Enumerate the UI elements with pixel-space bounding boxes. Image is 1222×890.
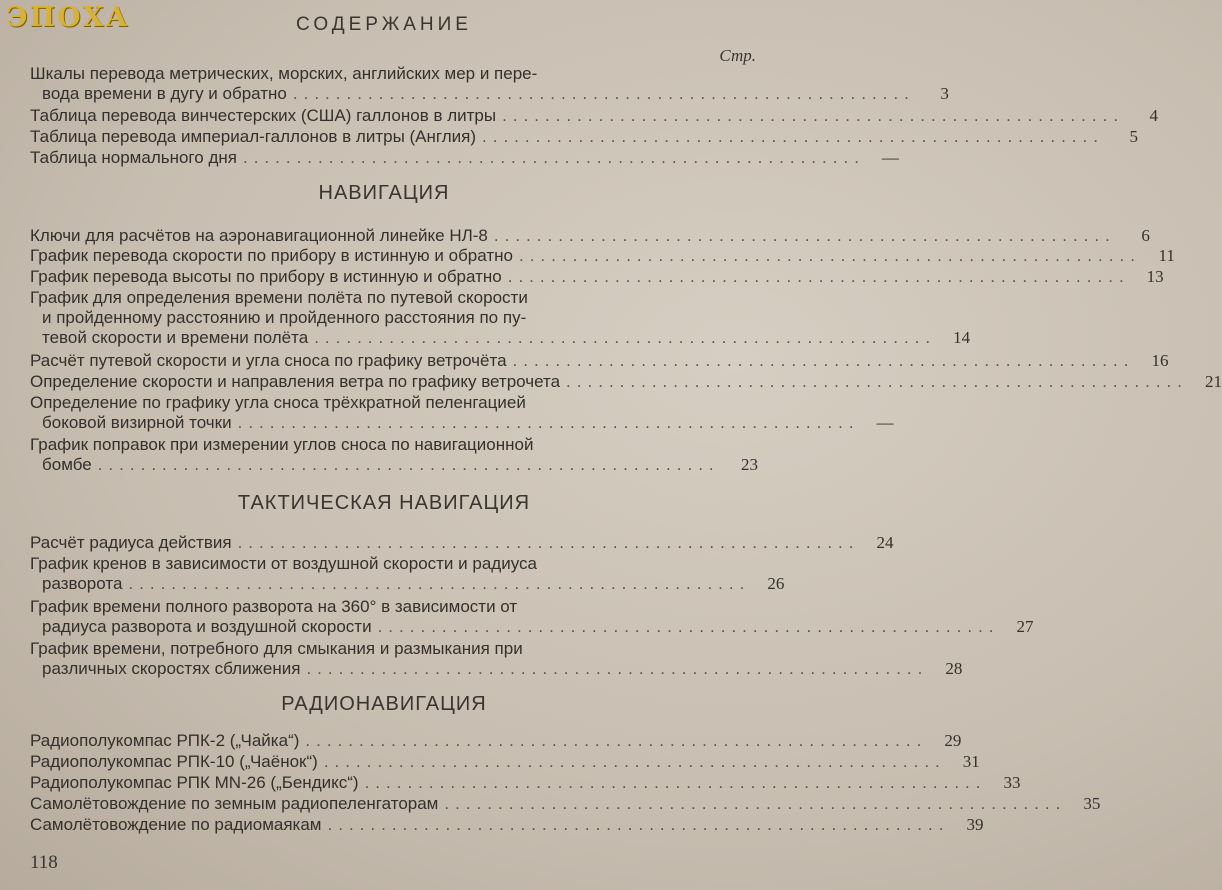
toc-entry: Таблица нормального дня .......................................................... —	[30, 148, 899, 167]
toc-entry: Радиополукомпас РПК-10 („Чаёнок“) .......................................................... 31	[30, 752, 980, 771]
entry-page: 16	[1151, 351, 1169, 370]
entry-text: График поправок при измерении углов сноса по навигационной	[30, 435, 534, 454]
entry-page: 24	[876, 533, 894, 552]
toc-entry: График времени, потребного для смыкания и размыкания при различных скоростях сближения .......................................................... 28	[30, 639, 963, 678]
entry-page: 14	[953, 328, 971, 347]
entry-text: Расчёт радиуса действия	[30, 533, 232, 552]
entry-text: тевой скорости и времени полёта	[42, 328, 309, 347]
entry-page: —	[881, 148, 899, 167]
toc-entry: График для определения времени полёта по путевой скорости и пройденному расстоянию и пройденного расстояния по пу- тевой скорости и времени полёта .......................................................... 14	[30, 288, 971, 347]
entry-page: 6	[1141, 226, 1150, 245]
entry-page: 39	[966, 815, 984, 834]
toc-entry: График перевода скорости по прибору в истинную и обратно .......................................................... 11	[30, 246, 1175, 265]
entry-text: График кренов в зависимости от воздушной скорости и радиуса	[30, 554, 537, 573]
toc-entry: Самолётовождение по земным радиопеленгаторам .......................................................... 35	[30, 794, 1101, 813]
entry-text: График перевода скорости по прибору в истинную и обратно	[30, 246, 513, 265]
entry-text: Ключи для расчётов на аэронавигационной линейке НЛ-8	[30, 226, 488, 245]
section-heading: РАДИОНАВИГАЦИЯ	[281, 693, 487, 715]
toc-entry: График поправок при измерении углов сноса по навигационной бомбе .......................................................... 23	[30, 435, 758, 474]
entry-text: Таблица нормального дня	[30, 148, 237, 167]
entry-text: Таблица перевода винчестерских (США) галлонов в литры	[30, 106, 497, 125]
toc-entry: Самолётовождение по радиомаякам .......................................................... 39	[30, 815, 984, 834]
toc-entry: Ключи для расчётов на аэронавигационной линейке НЛ-8 .......................................................... 6	[30, 226, 1150, 245]
entry-page: 28	[945, 659, 963, 678]
toc-entry: Шкалы перевода метрических, морских, английских мер и пере- вода времени в дугу и обратно .......................................................... 3	[30, 64, 949, 103]
entry-page: 21	[1205, 372, 1222, 391]
toc-entry: Определение по графику угла сноса трёхкратной пеленгацией боковой визирной точки .......................................................... —	[30, 393, 894, 432]
entry-page: —	[876, 413, 894, 432]
entry-text: разворота	[42, 574, 123, 593]
entry-text: радиуса разворота и воздушной скорости	[42, 617, 372, 636]
entry-page: 11	[1158, 246, 1175, 265]
entry-page: 29	[944, 731, 962, 750]
toc-entry: Радиополукомпас РПК-2 („Чайка“) .......................................................... 29	[30, 731, 962, 750]
entry-text: Самолётовождение по земным радиопеленгаторам	[30, 794, 439, 813]
entry-page: 33	[1003, 773, 1021, 792]
entry-page: 27	[1016, 617, 1034, 636]
entry-text: Самолётовождение по радиомаякам	[30, 815, 322, 834]
entry-page: 26	[767, 574, 785, 593]
watermark-logo: ЭПОХА	[6, 2, 130, 33]
entry-page: 5	[1129, 127, 1138, 146]
entry-text: График перевода высоты по прибору в истинную и обратно	[30, 267, 502, 286]
entry-text: Радиополукомпас РПК MN-26 („Бендикс“)	[30, 773, 359, 792]
toc-entry: График времени полного разворота на 360° в зависимости от радиуса разворота и воздушной скорости .......................................................... 27	[30, 597, 1034, 636]
page-column-header: Стр.	[719, 46, 756, 65]
entry-text: боковой визирной точки	[42, 413, 232, 432]
entry-page: 31	[962, 752, 980, 771]
toc-entry: Определение скорости и направления ветра по графику ветрочета .......................................................... 21	[30, 372, 1222, 391]
entry-text: Определение скорости и направления ветра по графику ветрочета	[30, 372, 561, 391]
toc-entry: Таблица перевода империал-галлонов в литры (Англия) .......................................................... 5	[30, 127, 1138, 146]
entry-text: различных скоростях сближения	[42, 659, 301, 678]
entry-page: 13	[1146, 267, 1164, 286]
entry-page: 23	[741, 455, 758, 474]
entry-text: бомбе	[42, 455, 92, 474]
toc-entry: Таблица перевода винчестерских (США) галлонов в литры .......................................................... 4	[30, 106, 1159, 125]
entry-text: Шкалы перевода метрических, морских, английских мер и пере-	[30, 64, 538, 83]
toc-entry: График кренов в зависимости от воздушной скорости и радиуса разворота .......................................................... 26	[30, 554, 785, 593]
entry-text: График времени, потребного для смыкания и размыкания при	[30, 639, 523, 658]
entry-text: и пройденному расстоянию и пройденного расстояния по пу-	[42, 308, 527, 327]
page-number: 118	[30, 852, 58, 873]
entry-page: 4	[1149, 106, 1159, 125]
toc-entry: Радиополукомпас РПК MN-26 („Бендикс“) .......................................................... 33	[30, 773, 1021, 792]
toc-entry: Расчёт радиуса действия .......................................................... 24	[30, 533, 894, 552]
entry-page: 35	[1083, 794, 1101, 813]
entry-text: Определение по графику угла сноса трёхкратной пеленгацией	[30, 393, 526, 412]
entry-text: Радиополукомпас РПК-10 („Чаёнок“)	[30, 752, 318, 771]
toc-entry: Расчёт путевой скорости и угла сноса по графику ветрочёта .......................................................... 16	[30, 351, 1169, 370]
entry-text: График времени полного разворота на 360° в зависимости от	[30, 597, 518, 616]
toc-entry: График перевода высоты по прибору в истинную и обратно .......................................................... 13	[30, 267, 1164, 286]
entry-text: вода времени в дугу и обратно	[42, 84, 287, 103]
entry-page: 3	[940, 84, 949, 103]
section-heading: ТАКТИЧЕСКАЯ НАВИГАЦИЯ	[237, 492, 531, 514]
page-title: СОДЕРЖАНИЕ	[296, 14, 472, 35]
section-heading: НАВИГАЦИЯ	[318, 182, 450, 204]
entry-text: Расчёт путевой скорости и угла сноса по графику ветрочёта	[30, 351, 507, 370]
entry-text: Таблица перевода империал-галлонов в литры (Англия)	[30, 127, 477, 146]
entry-text: Радиополукомпас РПК-2 („Чайка“)	[30, 731, 300, 750]
entry-text: График для определения времени полёта по путевой скорости	[30, 288, 528, 307]
